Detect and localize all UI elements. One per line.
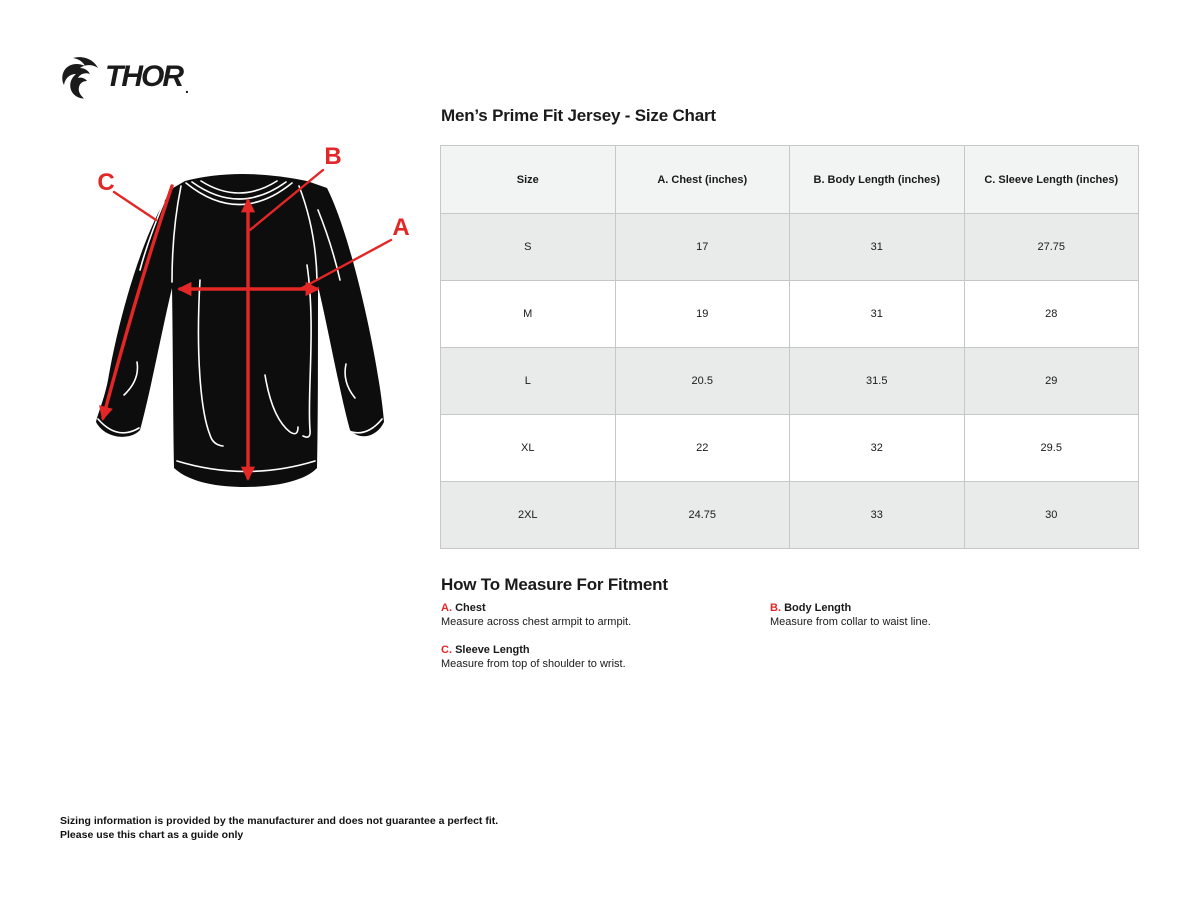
measure-name-body-length: Body Length bbox=[784, 602, 852, 614]
measure-item-sleeve-length bbox=[441, 643, 761, 671]
table-row bbox=[441, 482, 1139, 549]
cell-body-length: 32 bbox=[790, 415, 965, 482]
measure-description-chest: Measure across chest armpit to armpit. bbox=[441, 616, 632, 628]
table-row bbox=[441, 214, 1139, 281]
how-to-measure-heading: How To Measure For Fitment bbox=[441, 575, 668, 594]
measure-label bbox=[770, 601, 1090, 615]
label-c-pointer bbox=[114, 192, 156, 220]
jersey-illustration bbox=[60, 130, 420, 510]
cell-size: S bbox=[441, 214, 616, 281]
cell-size: XL bbox=[441, 415, 616, 482]
measure-name-sleeve-length: Sleeve Length bbox=[455, 644, 530, 656]
measure-name-chest: Chest bbox=[455, 602, 486, 614]
cell-body-length: 31 bbox=[790, 281, 965, 348]
page-title: Men’s Prime Fit Jersey - Size Chart bbox=[441, 106, 716, 125]
sizing-disclaimer bbox=[60, 815, 498, 842]
disclaimer-line-2: Please use this chart as a guide only bbox=[60, 828, 244, 841]
label-c: C bbox=[97, 169, 115, 196]
cell-size: L bbox=[441, 348, 616, 415]
column-header-body-length: B. Body Length (inches) bbox=[790, 146, 965, 214]
measure-description-sleeve-length: Measure from top of shoulder to wrist. bbox=[441, 658, 626, 670]
column-header-size: Size bbox=[441, 146, 616, 214]
cell-size: M bbox=[441, 281, 616, 348]
jersey-silhouette bbox=[96, 174, 384, 487]
column-header-sleeve-length: C. Sleeve Length (inches) bbox=[964, 146, 1139, 214]
table-row bbox=[441, 281, 1139, 348]
measure-label bbox=[441, 601, 761, 615]
thor-goat-icon bbox=[60, 54, 102, 100]
cell-sleeve-length: 27.75 bbox=[964, 214, 1139, 281]
thor-logo bbox=[60, 54, 189, 100]
measure-item-body-length bbox=[770, 601, 1090, 629]
column-header-chest: A. Chest (inches) bbox=[615, 146, 790, 214]
measure-description-body-length: Measure from collar to waist line. bbox=[770, 616, 931, 628]
cell-chest: 24.75 bbox=[615, 482, 790, 549]
cell-sleeve-length: 29.5 bbox=[964, 415, 1139, 482]
cell-sleeve-length: 30 bbox=[964, 482, 1139, 549]
cell-chest: 19 bbox=[615, 281, 790, 348]
table-row bbox=[441, 415, 1139, 482]
jersey-measurement-diagram bbox=[60, 130, 420, 510]
cell-chest: 17 bbox=[615, 214, 790, 281]
measure-label bbox=[441, 643, 761, 657]
measure-key-b: B. bbox=[770, 602, 781, 614]
measure-key-c: C. bbox=[441, 644, 452, 656]
table-row bbox=[441, 348, 1139, 415]
cell-body-length: 31.5 bbox=[790, 348, 965, 415]
table-header-row bbox=[441, 146, 1139, 214]
measure-key-a: A. bbox=[441, 602, 452, 614]
disclaimer-line-1: Sizing information is provided by the manufacturer and does not guarantee a perfect fit. bbox=[60, 815, 499, 827]
label-a: A bbox=[392, 214, 410, 241]
thor-logo-text: THOR bbox=[105, 60, 182, 93]
cell-size: 2XL bbox=[441, 482, 616, 549]
label-b: B bbox=[324, 143, 342, 170]
cell-body-length: 33 bbox=[790, 482, 965, 549]
cell-chest: 20.5 bbox=[615, 348, 790, 415]
cell-chest: 22 bbox=[615, 415, 790, 482]
cell-body-length: 31 bbox=[790, 214, 965, 281]
cell-sleeve-length: 29 bbox=[964, 348, 1139, 415]
size-chart-table bbox=[440, 145, 1139, 549]
cell-sleeve-length: 28 bbox=[964, 281, 1139, 348]
thor-logo-registered-mark: . bbox=[185, 80, 189, 96]
measure-item-chest bbox=[441, 601, 761, 629]
